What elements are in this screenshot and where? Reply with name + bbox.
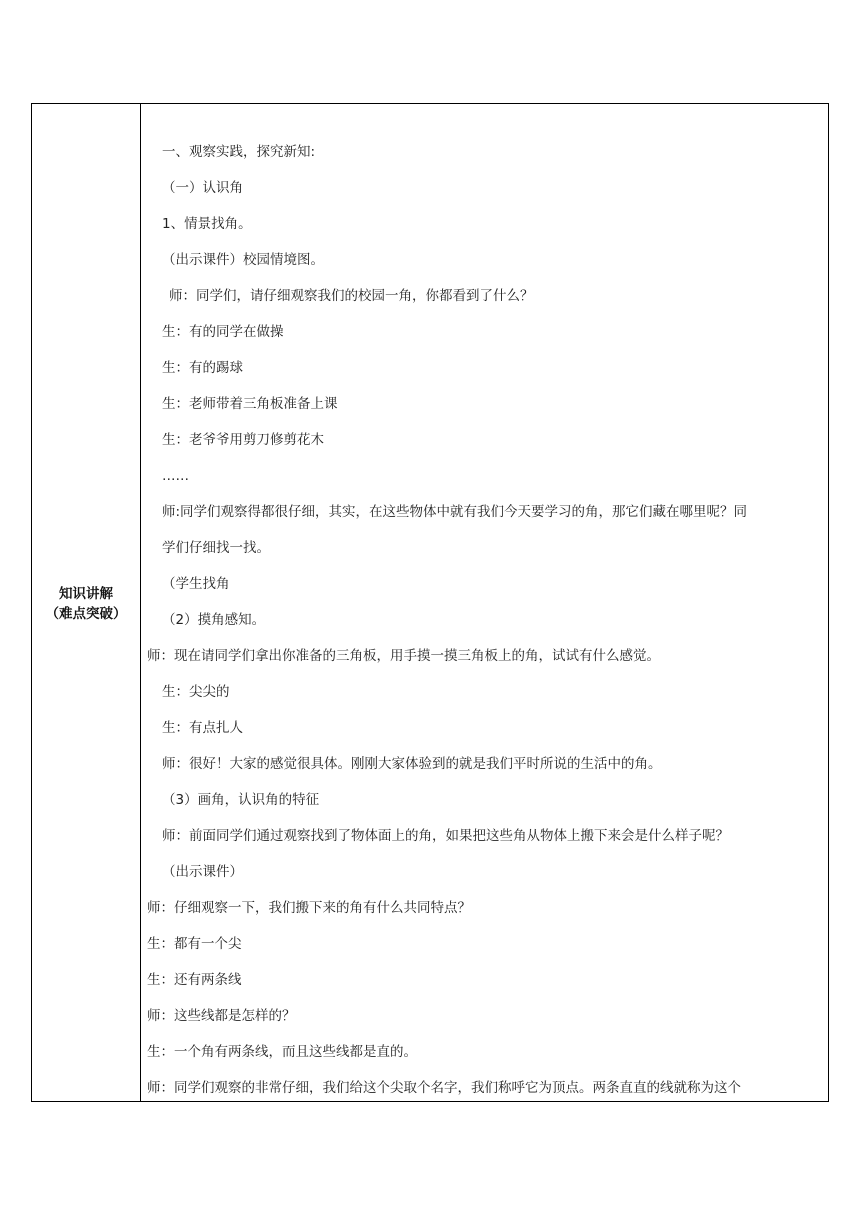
content-line: 师：很好！大家的感觉很具体。刚刚大家体验到的就是我们平时所说的生活中的角。 bbox=[162, 756, 662, 772]
section-label-title: 知识讲解 bbox=[59, 586, 113, 602]
content-line: （学生找角 bbox=[162, 576, 230, 592]
content-line: 生：尖尖的 bbox=[162, 684, 230, 700]
content-line: 生：有的同学在做操 bbox=[162, 324, 284, 340]
content-line: （一）认识角 bbox=[162, 180, 243, 196]
lesson-table bbox=[31, 103, 829, 1102]
content-line: 生：还有两条线 bbox=[147, 972, 242, 988]
content-line: 师：同学们，请仔细观察我们的校园一角，你都看到了什么？ bbox=[169, 288, 534, 304]
content-line: （3）画角，认识角的特征 bbox=[162, 792, 320, 808]
section-label-subtitle: （难点突破） bbox=[45, 606, 127, 622]
content-line: 一、观察实践，探究新知: bbox=[162, 144, 316, 160]
content-line: 师：同学们观察的非常仔细，我们给这个尖取个名字，我们称呼它为顶点。两条直直的线就称为这个 bbox=[147, 1080, 741, 1096]
content-line: 师：仔细观察一下，我们搬下来的角有什么共同特点？ bbox=[147, 900, 471, 916]
content-line: 师：前面同学们通过观察找到了物体面上的角，如果把这些角从物体上搬下来会是什么样子呢？ bbox=[162, 828, 729, 844]
content-line: 生：一个角有两条线，而且这些线都是直的。 bbox=[147, 1044, 417, 1060]
section-label bbox=[32, 584, 140, 624]
content-line: 师：这些线都是怎样的？ bbox=[147, 1008, 296, 1024]
content-line: 生：老爷爷用剪刀修剪花木 bbox=[162, 432, 324, 448]
content-line: 师:同学们观察得都很仔细，其实，在这些物体中就有我们今天要学习的角，那它们藏在哪里呢？同 bbox=[162, 504, 748, 520]
lesson-content-cell bbox=[141, 104, 829, 1102]
section-label-cell bbox=[32, 104, 141, 1102]
content-line: 生：老师带着三角板准备上课 bbox=[162, 396, 338, 412]
content-line: 师：现在请同学们拿出你准备的三角板，用手摸一摸三角板上的角，试试有什么感觉。 bbox=[147, 648, 660, 664]
content-line: （2）摸角感知。 bbox=[162, 612, 266, 628]
content-line: 生：有的踢球 bbox=[162, 360, 243, 376]
content-line: （出示课件）校园情境图。 bbox=[162, 252, 324, 268]
content-line: 生：有点扎人 bbox=[162, 720, 243, 736]
content-line: 学们仔细找一找。 bbox=[162, 540, 270, 556]
content-line: …… bbox=[162, 468, 189, 484]
content-line: （出示课件） bbox=[162, 864, 243, 880]
content-line: 1、情景找角。 bbox=[162, 216, 252, 232]
content-line: 生：都有一个尖 bbox=[147, 936, 242, 952]
